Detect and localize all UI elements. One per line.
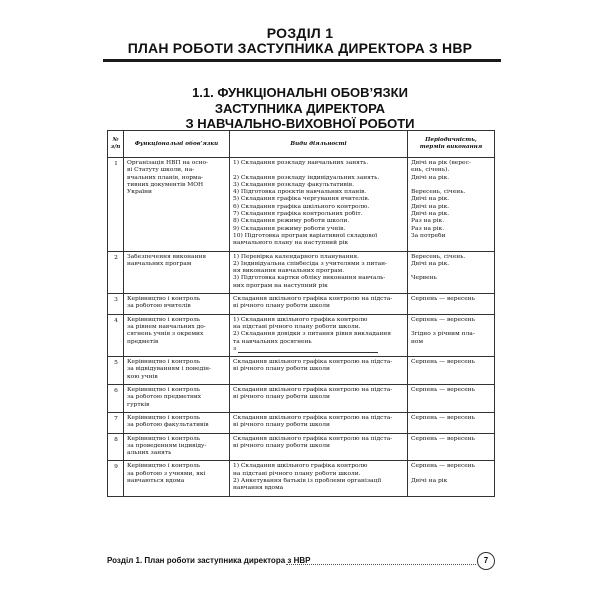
subsection-title-line: З НАВЧАЛЬНО-ВИХОВНОЇ РОБОТИ xyxy=(185,116,415,131)
duty-cell-line: Керівництво і контроль xyxy=(127,463,201,470)
header-duties: Функціональні обов’язки xyxy=(124,131,230,158)
timing-cell-line: ном xyxy=(411,338,424,345)
activities-cell xyxy=(230,158,408,252)
timing-cell xyxy=(408,412,495,433)
activities-cell-line: 1) Складання шкільного графіка контролю xyxy=(233,316,368,323)
duty-cell-line: Керівництво і контроль xyxy=(127,387,201,394)
fill-in-blank xyxy=(233,346,405,353)
activities-cell-line: 2) Індивідуальна співбесіда з учителями з питан- xyxy=(233,260,388,267)
timing-cell xyxy=(408,385,495,413)
duty-cell-line: Керівництво і контроль xyxy=(127,296,201,303)
fill-in-blank-prefix: з xyxy=(233,345,237,352)
row-number: 7 xyxy=(108,412,124,433)
table-row xyxy=(108,251,495,293)
timing-cell-line xyxy=(411,485,492,492)
duty-cell-line: альних занять xyxy=(127,450,172,457)
activities-cell-line: 4) Підготовка проєктів навчальних планів. xyxy=(233,189,367,196)
duty-cell-line: тивних документів МОН xyxy=(127,181,204,188)
subsection-title-line: ЗАСТУПНИКА ДИРЕКТОРА xyxy=(214,100,386,116)
timing-cell-line xyxy=(411,303,492,310)
activities-cell xyxy=(230,314,408,356)
duty-cell-line: Керівництво і контроль xyxy=(127,414,201,421)
duty-cell-line: ві Статуту школи, на- xyxy=(127,167,195,174)
activities-cell-line: ві річного плану роботи школи xyxy=(233,394,330,401)
page-number: 7 xyxy=(477,552,495,570)
timing-cell-line: Двічі на рік. xyxy=(411,211,450,218)
timing-cell-line xyxy=(411,324,492,331)
duty-cell-line: за проведенням індивіду- xyxy=(127,442,207,449)
timing-cell xyxy=(408,294,495,315)
activities-cell-line: 8) Складання режиму роботи школи. xyxy=(233,218,350,225)
activities-cell-line: Складання шкільного графіка контролю на підста- xyxy=(233,414,393,421)
timing-cell-line: Двічі на рік. xyxy=(411,196,450,203)
header-timing-line: термін виконання xyxy=(419,144,483,150)
activities-cell-line: 5) Складання графіка чергування вчителів. xyxy=(233,196,370,203)
activities-cell xyxy=(230,433,408,461)
duty-cell xyxy=(124,433,230,461)
row-number: 4 xyxy=(108,314,124,356)
header-timing-line: Періодичність, xyxy=(425,137,477,144)
activities-cell-line: 2) Складання довідки з питання рівня викладання xyxy=(233,331,391,338)
activities-cell-line: навчання вдома xyxy=(233,485,284,492)
table-row xyxy=(108,412,495,433)
timing-cell-line: Раз на рік. xyxy=(411,218,445,225)
timing-cell xyxy=(408,461,495,496)
timing-cell-line: ень, січень). xyxy=(411,167,450,174)
duty-cell-line: за відвідуванням і поведін- xyxy=(127,366,212,373)
duty-cell xyxy=(124,412,230,433)
row-number: 6 xyxy=(108,385,124,413)
activities-cell-line: ві річного плану роботи школи xyxy=(233,442,330,449)
activities-cell-line: 6) Складання графіка шкільного контролю. xyxy=(233,203,370,210)
table-row xyxy=(108,433,495,461)
table-body xyxy=(108,158,495,497)
duty-cell xyxy=(124,314,230,356)
section-divider xyxy=(103,59,501,62)
duty-cell-line: навчальних програм xyxy=(127,260,192,267)
timing-cell-line xyxy=(411,283,492,290)
activities-cell-line: 3) Підготовка картки обліку виконання навчаль- xyxy=(233,275,386,282)
activities-cell-line: ня виконання навчальних програм. xyxy=(233,268,345,275)
duties-table xyxy=(107,130,495,497)
duty-cell-line: за роботою предметних xyxy=(127,394,202,401)
activities-cell xyxy=(230,412,408,433)
activities-cell-line: ві річного плану роботи школи xyxy=(233,303,330,310)
duty-cell xyxy=(124,357,230,385)
table-row xyxy=(108,357,495,385)
duty-cell-line: Організація НВП на осно- xyxy=(127,160,209,166)
section-number: РОЗДІЛ 1 xyxy=(266,25,334,41)
duty-cell xyxy=(124,294,230,315)
subsection-title xyxy=(0,85,600,132)
subsection-title-line: 1.1. ФУНКЦІОНАЛЬНІ ОБОВ’ЯЗКИ xyxy=(192,85,408,100)
timing-cell-line xyxy=(411,268,492,275)
header-num-line: з/п xyxy=(110,144,121,150)
activities-cell xyxy=(230,461,408,496)
header-timing xyxy=(408,131,495,158)
header-activities: Види діяльності xyxy=(230,131,408,158)
table-header-row xyxy=(108,131,495,158)
duty-cell-line: Керівництво і контроль xyxy=(127,316,201,323)
duty-cell-line: гуртків xyxy=(127,401,150,408)
timing-cell-line: Серпень — вересень xyxy=(411,296,475,303)
header-num xyxy=(108,131,124,158)
duty-cell-line: за роботою факультативів xyxy=(127,422,209,429)
table-row xyxy=(108,385,495,413)
timing-cell-line xyxy=(411,240,492,247)
row-number: 5 xyxy=(108,357,124,385)
row-number: 2 xyxy=(108,251,124,293)
activities-cell-line: та навчальних досягнень xyxy=(233,338,312,345)
header-num-line: № xyxy=(112,137,119,144)
duty-cell-line: України xyxy=(127,189,152,196)
activities-cell-line: на підставі річного плану роботи школи. xyxy=(233,470,361,477)
activities-cell-line xyxy=(233,167,405,174)
row-number: 9 xyxy=(108,461,124,496)
activities-cell-line: 1) Складання розкладу навчальних занять. xyxy=(233,160,369,166)
timing-cell-line: Серпень — вересень xyxy=(411,316,475,323)
activities-cell-line: Складання шкільного графіка контролю на підста- xyxy=(233,387,393,394)
fill-in-blank-underline xyxy=(238,346,378,353)
duty-cell xyxy=(124,385,230,413)
duty-cell xyxy=(124,158,230,252)
table-row xyxy=(108,158,495,252)
timing-cell-line: Серпень — вересень xyxy=(411,463,475,470)
timing-cell xyxy=(408,251,495,293)
activities-cell-line: 10) Підготовка програм варіативної складової xyxy=(233,232,378,239)
activities-cell-line: Складання шкільного графіка контролю на підста- xyxy=(233,359,393,366)
activities-cell-line: на підставі річного плану роботи школи. xyxy=(233,323,361,330)
duty-cell-line: Керівництво і контроль xyxy=(127,359,201,366)
timing-cell-line: Раз на рік. xyxy=(411,225,445,232)
duty-cell-line: Забезпечення виконання xyxy=(127,253,207,260)
duty-cell-line: кою учнів xyxy=(127,373,158,380)
activities-cell-line: ві річного плану роботи школи xyxy=(233,422,330,429)
activities-cell-line: 2) Складання розкладу індивідуальних занять. xyxy=(233,174,380,181)
activities-cell-line: 1) Складання шкільного графіка контролю xyxy=(233,463,368,470)
timing-cell-line: Двічі на рік. xyxy=(411,260,450,267)
activities-cell-line: Складання шкільного графіка контролю на підста- xyxy=(233,435,393,442)
timing-cell-line: Червень xyxy=(411,275,437,282)
timing-cell-line: Серпень — вересень xyxy=(411,414,475,421)
timing-cell-line: За потреби xyxy=(411,232,446,239)
activities-cell-line: 2) Анкетування батьків із проблеми організації xyxy=(233,477,382,484)
timing-cell-line: Серпень — вересень xyxy=(411,435,475,442)
table-row xyxy=(108,294,495,315)
table-row xyxy=(108,314,495,356)
table-row xyxy=(108,461,495,496)
activities-cell-line: навчального плану на наступний рік xyxy=(233,240,349,247)
activities-cell-line: 3) Складання розкладу факультативів. xyxy=(233,181,354,188)
duty-cell-line: сягнень учнів з окремих xyxy=(127,331,204,338)
timing-cell-line: Вересень, січень. xyxy=(411,253,466,260)
duty-cell-line: навчаються вдома xyxy=(127,477,185,484)
activities-cell-line: ві річного плану роботи школи xyxy=(233,366,330,373)
duty-cell-line: за роботою вчителів xyxy=(127,303,191,310)
timing-cell-line: Вересень, січень. xyxy=(411,189,466,196)
activities-cell-line: них програм на наступний рік xyxy=(233,282,328,289)
timing-cell xyxy=(408,314,495,356)
activities-cell xyxy=(230,385,408,413)
duty-cell xyxy=(124,251,230,293)
section-title: ПЛАН РОБОТИ ЗАСТУПНИКА ДИРЕКТОРА З НВР xyxy=(127,40,473,56)
timing-cell-line: Двічі на рік (верес- xyxy=(411,160,471,166)
timing-cell-line: Серпень — вересень xyxy=(411,359,475,366)
duty-cell-line: Керівництво і контроль xyxy=(127,435,201,442)
timing-cell-line xyxy=(411,471,492,478)
row-number: 8 xyxy=(108,433,124,461)
timing-cell xyxy=(408,158,495,252)
timing-cell xyxy=(408,357,495,385)
row-number: 1 xyxy=(108,158,124,252)
activities-cell-line: 7) Складання графіка контрольних робіт. xyxy=(233,211,363,218)
timing-cell xyxy=(408,433,495,461)
footer-text: Розділ 1. План роботи заступника директора з НВР xyxy=(107,556,311,565)
timing-cell-line: Двічі на рік xyxy=(411,477,448,484)
footer-dotted-line xyxy=(286,564,476,565)
timing-cell-line xyxy=(411,182,492,189)
timing-cell-line: Двічі на рік. xyxy=(411,174,450,181)
activities-cell-line: 9) Складання режиму роботи учнів. xyxy=(233,225,346,232)
activities-cell xyxy=(230,357,408,385)
duty-cell xyxy=(124,461,230,496)
page-footer xyxy=(107,556,494,568)
timing-cell-line: Згідно з річним пла- xyxy=(411,331,475,338)
activities-cell xyxy=(230,251,408,293)
activities-cell-line: 1) Перевірка календарного планування. xyxy=(233,253,359,260)
duty-cell-line: вчальних планів, норма- xyxy=(127,174,204,181)
activities-cell-line: Складання шкільного графіка контролю на підста- xyxy=(233,296,393,303)
duty-cell-line: предметів xyxy=(127,338,159,345)
duty-cell-line: за роботою з учнями, які xyxy=(127,470,206,477)
duty-cell-line: за рівнем навчальних до- xyxy=(127,323,206,330)
timing-cell-line: Двічі на рік. xyxy=(411,203,450,210)
activities-cell xyxy=(230,294,408,315)
timing-cell-line: Серпень — вересень xyxy=(411,387,475,394)
row-number: 3 xyxy=(108,294,124,315)
